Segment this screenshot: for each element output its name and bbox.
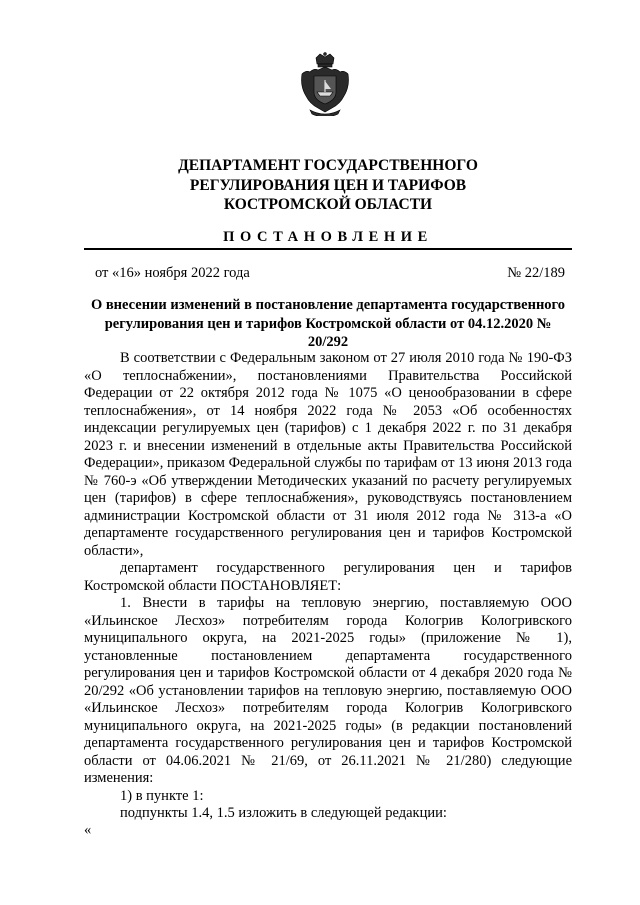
coat-of-arms-emblem xyxy=(296,52,354,116)
title-line-2: регулирования цен и тарифов Костромской области от 04.12.2020 № 20/292 xyxy=(104,315,552,350)
subpoints-paragraph: подпункты 1.4, 1.5 изложить в следующей редакции: xyxy=(120,805,447,821)
issuing-authority xyxy=(84,156,572,215)
document-number: № 22/189 xyxy=(507,265,565,281)
header-divider xyxy=(84,248,572,250)
preamble-paragraph: В соответствии с Федеральным законом от 27 июля 2010 года № 190-ФЗ «О теплоснабжении», постановлениями Правительства Российской Федерации от 22 октября 2012 года № 1075 «О ценообразовании в сфере теплоснабжения», от 14 ноября 2022 года № 2053 «Об особенностях индексации регулируемых цен (тарифов) с 1 декабря 2022 г. по 31 декабря 2023 г. и внесении изменений в отдельные акты Правительства Российской Федерации», приказом Федеральной службы по тарифам от 13 июня 2013 года № 760-э «Об утверждении Методических указаний по расчету регулируемых цен (тарифов) в сфере теплоснабжения», руководствуясь постановлением администрации Костромской области от 31 июля 2012 года № 313-а «О департаменте государственного регулирования цен и тарифов Костромской области», xyxy=(84,350,572,559)
item-1-paragraph: 1. Внести в тарифы на тепловую энергию, поставляемую ООО «Ильинское Лесхоз» потребителям города Кологрив Кологривского муниципального округа, на 2021-2025 годы» (приложение № 1), установленные постановлением департамента государственного регулирования цен и тарифов Костромской области от 4 декабря 2020 года № 20/292 «Об установлении тарифов на тепловую энергию, поставляемую ООО «Ильинское Лесхоз» потребителям города Кологрив Кологривского муниципального округа, на 2021-2025 годы» (в редакции постановлений департамента государственного регулирования цен и тарифов Костромской области от 04.06.2021 № 21/69, от 26.11.2021 № 21/280) следующие изменения: xyxy=(84,595,572,786)
title-line-1: О внесении изменений в постановление департамента государственного xyxy=(90,297,566,313)
document-type: ПОСТАНОВЛЕНИЕ xyxy=(223,229,433,245)
authority-line-1: ДЕПАРТАМЕНТ ГОСУДАРСТВЕННОГО xyxy=(178,157,478,174)
authority-line-3: КОСТРОМСКОЙ ОБЛАСТИ xyxy=(223,196,433,213)
item-1-subitem: 1) в пункте 1: xyxy=(120,787,204,804)
document-body xyxy=(84,350,572,823)
opening-quote-mark: « xyxy=(84,822,92,838)
document-title xyxy=(84,296,572,352)
authority-line-2: РЕГУЛИРОВАНИЯ ЦЕН И ТАРИФОВ xyxy=(189,176,467,194)
document-date: от «16» ноября 2022 года xyxy=(95,265,250,281)
resolution-paragraph: департамент государственного регулирования цен и тарифов Костромской области ПОСТАНОВЛЯЕТ: xyxy=(84,560,572,594)
